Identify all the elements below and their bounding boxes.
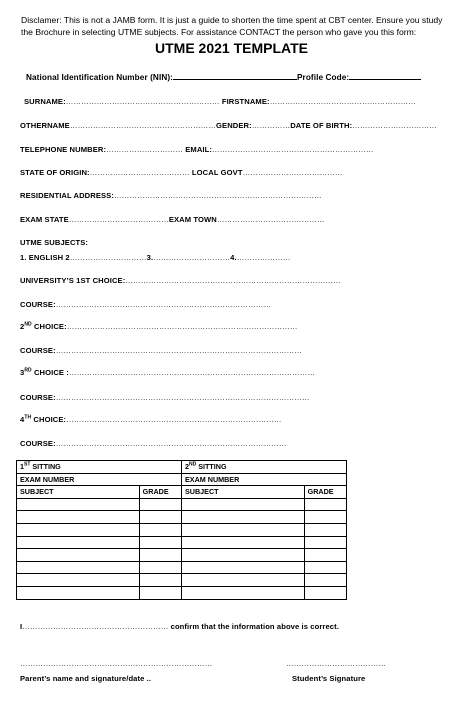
first-choice-field[interactable]: ………………………………………………………………………… bbox=[125, 276, 341, 285]
subject-header-row bbox=[17, 486, 347, 499]
grade-header-2: GRADE bbox=[304, 486, 346, 499]
exam-town-field[interactable]: …………………………………… bbox=[216, 215, 325, 224]
grade-row bbox=[17, 549, 347, 562]
profile-code-field[interactable] bbox=[349, 79, 421, 80]
grade-cell-2[interactable] bbox=[304, 549, 346, 562]
grade-row bbox=[17, 561, 347, 574]
residential-label: RESIDENTIAL ADDRESS: bbox=[20, 191, 114, 200]
grade-header-1: GRADE bbox=[139, 486, 181, 499]
subject-4-label: 4. bbox=[230, 253, 237, 262]
fourth-choice-sup: TH bbox=[24, 414, 32, 421]
surname-row bbox=[24, 97, 416, 106]
student-sign-line[interactable]: ………………………………… bbox=[286, 659, 387, 668]
subject-cell-1[interactable] bbox=[17, 561, 140, 574]
subjects-row bbox=[20, 253, 291, 262]
nin-label: National Identification Number (NIN): bbox=[26, 73, 173, 82]
subject-cell-2[interactable] bbox=[181, 498, 304, 511]
firstname-label: FIRSTNAME: bbox=[221, 97, 270, 106]
grade-row bbox=[17, 498, 347, 511]
exam-state-row bbox=[20, 215, 325, 224]
second-sitting-header bbox=[181, 461, 346, 474]
third-choice-sup: RD bbox=[24, 367, 32, 374]
state-origin-row bbox=[20, 168, 343, 177]
first-sitting-sup: ST bbox=[24, 461, 31, 468]
first-choice-label: UNIVERSITY’S 1ST CHOICE: bbox=[20, 276, 126, 285]
othername-field[interactable]: ………………………………………………… bbox=[69, 121, 217, 130]
subject-cell-2[interactable] bbox=[181, 536, 304, 549]
subject-cell-1[interactable] bbox=[17, 498, 140, 511]
exam-state-label: EXAM STATE bbox=[20, 215, 69, 224]
first-choice-row bbox=[20, 276, 341, 285]
subject-cell-2[interactable] bbox=[181, 586, 304, 599]
gender-label: GENDER: bbox=[216, 121, 252, 130]
course-2-row bbox=[20, 346, 302, 355]
surname-field[interactable]: …………………………………………………… bbox=[65, 97, 220, 106]
grade-cell-1[interactable] bbox=[139, 536, 181, 549]
profile-code-label: Profile Code: bbox=[296, 73, 350, 82]
grade-cell-1[interactable] bbox=[139, 498, 181, 511]
grade-rows bbox=[17, 498, 347, 599]
nin-field[interactable] bbox=[173, 79, 297, 80]
grade-cell-2[interactable] bbox=[304, 498, 346, 511]
grade-cell-2[interactable] bbox=[304, 511, 346, 524]
third-choice-row bbox=[20, 368, 315, 377]
grade-cell-2[interactable] bbox=[304, 523, 346, 536]
othername-label: OTHERNAME bbox=[20, 121, 70, 130]
grade-cell-2[interactable] bbox=[304, 536, 346, 549]
subject-cell-2[interactable] bbox=[181, 561, 304, 574]
subject-1-label: 1. ENGLISH 2 bbox=[20, 253, 70, 262]
exam-town-label: EXAM TOWN bbox=[168, 215, 217, 224]
third-choice-label: CHOICE : bbox=[31, 368, 69, 377]
confirm-row bbox=[20, 622, 339, 631]
subject-cell-2[interactable] bbox=[181, 511, 304, 524]
exam-number-1[interactable]: EXAM NUMBER bbox=[17, 473, 182, 486]
second-sitting-sup: ND bbox=[188, 461, 197, 468]
confirm-text: confirm that the information above is correct. bbox=[170, 622, 339, 631]
grade-row bbox=[17, 586, 347, 599]
course-4-field[interactable]: ……………………………………………………………………………… bbox=[55, 439, 287, 448]
second-sitting-label: SITTING bbox=[196, 462, 227, 472]
telephone-field[interactable]: ………………………… bbox=[106, 145, 184, 154]
subject-cell-1[interactable] bbox=[17, 574, 140, 587]
disclaimer-text: Disclamer: This is not a JAMB form. It is just a guide to shorten the time spent at CBT center. Ensure you study the Brochure in selecting UTME subjects. For assistance CONTACT the person who gave you this form: bbox=[21, 15, 443, 37]
course-4-row bbox=[20, 439, 287, 448]
first-sitting-header bbox=[17, 461, 182, 474]
subject-header-1: SUBJECT bbox=[17, 486, 140, 499]
fourth-choice-num: 4 bbox=[20, 415, 25, 424]
fourth-choice-label: CHOICE: bbox=[31, 415, 67, 424]
third-choice-field[interactable]: …………………………………………………………………………………… bbox=[68, 368, 316, 377]
subject-2-field[interactable]: ………………………… bbox=[69, 253, 147, 262]
parent-signature-label: Parent’s name and signature/date .. bbox=[20, 674, 152, 683]
telephone-label: TELEPHONE NUMBER: bbox=[20, 145, 107, 154]
subject-cell-1[interactable] bbox=[17, 586, 140, 599]
first-sitting-num: 1 bbox=[20, 462, 24, 472]
exam-state-field[interactable]: ………………………………… bbox=[68, 215, 169, 224]
subject-header-2: SUBJECT bbox=[181, 486, 304, 499]
grade-row bbox=[17, 511, 347, 524]
course-1-row bbox=[20, 300, 271, 309]
confirm-name-field[interactable]: ………………………………………………… bbox=[22, 622, 169, 631]
first-sitting-label: SITTING bbox=[30, 462, 61, 472]
state-origin-label: STATE OF ORIGIN: bbox=[20, 168, 90, 177]
second-choice-num: 2 bbox=[20, 322, 25, 331]
confirm-prefix: I bbox=[20, 622, 23, 631]
dob-label: DATE OF BIRTH: bbox=[290, 121, 353, 130]
course-1-field[interactable]: ………………………………………………………………………… bbox=[55, 300, 272, 309]
subject-4-field[interactable]: ………………… bbox=[236, 253, 291, 262]
subject-cell-2[interactable] bbox=[181, 549, 304, 562]
course-2-field[interactable]: …………………………………………………………………………………… bbox=[55, 346, 302, 355]
local-govt-field[interactable]: ………………………………… bbox=[242, 168, 343, 177]
othername-row bbox=[20, 121, 437, 130]
second-sitting-num: 2 bbox=[184, 462, 189, 472]
parent-sign-line[interactable]: ………………………………………………………………… bbox=[20, 659, 213, 668]
course-3-label: COURSE: bbox=[20, 393, 56, 402]
course-2-label: COURSE: bbox=[20, 346, 56, 355]
second-choice-row bbox=[20, 322, 298, 331]
surname-label: SURNAME: bbox=[24, 97, 66, 106]
course-4-label: COURSE: bbox=[20, 439, 56, 448]
course-1-label: COURSE: bbox=[20, 300, 56, 309]
subject-cell-2[interactable] bbox=[181, 523, 304, 536]
gender-field[interactable]: …………… bbox=[251, 121, 291, 130]
subject-cell-1[interactable] bbox=[17, 549, 140, 562]
residential-field[interactable]: ……………………………………………………………………… bbox=[113, 191, 322, 200]
nin-row bbox=[26, 73, 421, 82]
subject-cell-1[interactable] bbox=[17, 536, 140, 549]
subject-3-field[interactable]: ………………………… bbox=[153, 253, 231, 262]
subject-cell-1[interactable] bbox=[17, 523, 140, 536]
third-choice-num: 3 bbox=[20, 368, 25, 377]
grade-row bbox=[17, 523, 347, 536]
subject-cell-2[interactable] bbox=[181, 574, 304, 587]
grade-row bbox=[17, 536, 347, 549]
residential-row bbox=[20, 191, 322, 200]
fourth-choice-field[interactable]: ………………………………………………………………………… bbox=[66, 415, 282, 424]
grade-cell-1[interactable] bbox=[139, 511, 181, 524]
grade-cell-1[interactable] bbox=[139, 523, 181, 536]
exam-number-row bbox=[17, 473, 347, 486]
grade-cell-2[interactable] bbox=[304, 561, 346, 574]
course-3-field[interactable]: ……………………………………………………………………………………… bbox=[55, 393, 310, 402]
subject-3-label: 3. bbox=[146, 253, 154, 262]
second-choice-sup: ND bbox=[24, 321, 32, 328]
email-label: EMAIL: bbox=[185, 145, 212, 154]
grade-cell-1[interactable] bbox=[139, 586, 181, 599]
fourth-choice-row bbox=[20, 415, 282, 424]
second-choice-field[interactable]: ……………………………………………………………………………… bbox=[66, 322, 298, 331]
grade-cell-2[interactable] bbox=[304, 586, 346, 599]
state-origin-field[interactable]: ………………………………… bbox=[89, 168, 190, 177]
grade-cell-1[interactable] bbox=[139, 561, 181, 574]
telephone-row bbox=[20, 145, 374, 154]
grade-cell-1[interactable] bbox=[139, 549, 181, 562]
dob-field[interactable]: …………………………… bbox=[352, 121, 437, 130]
utme-subjects-label: UTME SUBJECTS: bbox=[20, 238, 89, 247]
exam-number-2[interactable]: EXAM NUMBER bbox=[181, 473, 346, 486]
sittings-table bbox=[16, 460, 347, 600]
second-choice-label: CHOICE: bbox=[31, 322, 67, 331]
course-3-row bbox=[20, 393, 310, 402]
local-govt-label: LOCAL GOVT bbox=[191, 168, 243, 177]
student-signature-label: Student’s Signature bbox=[292, 674, 366, 683]
grade-row bbox=[17, 574, 347, 587]
grade-cell-2[interactable] bbox=[304, 574, 346, 587]
page-title: UTME 2021 TEMPLATE bbox=[155, 40, 308, 56]
grade-cell-1[interactable] bbox=[139, 574, 181, 587]
sitting-header-row bbox=[17, 461, 347, 474]
firstname-field[interactable]: ………………………………………………… bbox=[269, 97, 416, 106]
subject-cell-1[interactable] bbox=[17, 511, 140, 524]
email-field[interactable]: ……………………………………………………… bbox=[212, 145, 374, 154]
